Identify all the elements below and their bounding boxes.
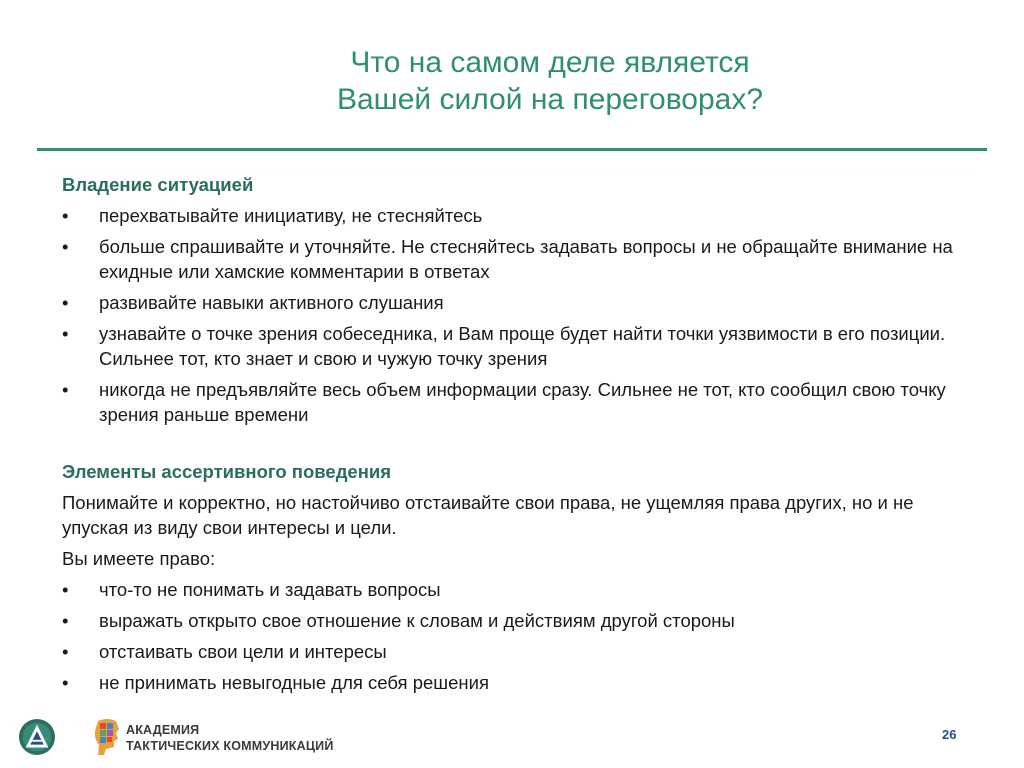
list-item xyxy=(62,290,972,315)
title-line-2: Вашей силой на переговорах? xyxy=(336,83,764,116)
section2-bullet-list xyxy=(62,577,972,695)
list-item-text: узнавайте о точке зрения собеседника, и Вам проще будет найти точки уязвимости в его позиции. Сильнее тот, кто знает и свою и чужую точку зрения xyxy=(99,323,946,369)
bullet-marker: • xyxy=(62,610,69,631)
section2-heading: Элементы ассертивного поведения xyxy=(62,461,392,482)
list-item xyxy=(62,577,972,602)
colorful-head-logo-icon xyxy=(92,717,122,757)
list-item-text: развивайте навыки активного слушания xyxy=(99,292,444,313)
list-item xyxy=(62,670,972,695)
bullet-marker: • xyxy=(62,205,69,226)
bullet-marker: • xyxy=(62,292,69,313)
list-item xyxy=(62,203,972,228)
section2-paragraph-1: Понимайте и корректно, но настойчиво отстаивайте свои права, не ущемляя права других, но и не упуская из виду свои интересы и цели. xyxy=(62,492,914,538)
list-item xyxy=(62,377,972,427)
org-line-2: ТАКТИЧЕСКИХ КОММУНИКАЦИЙ xyxy=(126,739,334,753)
list-item-text: выражать открыто свое отношение к словам и действиям другой стороны xyxy=(99,610,735,631)
bullet-marker: • xyxy=(62,379,69,400)
list-item-text: что-то не понимать и задавать вопросы xyxy=(99,579,441,600)
slide-content xyxy=(62,172,972,701)
title-line-1: Что на самом деле является xyxy=(350,46,750,79)
triangle-a-logo-icon xyxy=(18,718,56,756)
list-item xyxy=(62,608,972,633)
footer-organization xyxy=(126,722,334,754)
section2-paragraph-2: Вы имеете право: xyxy=(62,548,216,569)
bullet-marker: • xyxy=(62,641,69,662)
list-item xyxy=(62,639,972,664)
org-line-1: АКАДЕМИЯ xyxy=(126,723,200,737)
bullet-marker: • xyxy=(62,672,69,693)
slide-title xyxy=(250,44,850,118)
page-number: 26 xyxy=(942,727,957,742)
section-spacer xyxy=(62,433,972,459)
list-item-text: отстаивать свои цели и интересы xyxy=(99,641,387,662)
list-item-text: никогда не предъявляйте весь объем информации сразу. Сильнее не тот, кто сообщил свою точку зрения раньше времени xyxy=(99,379,946,425)
bullet-marker: • xyxy=(62,236,69,257)
title-divider xyxy=(37,148,987,151)
section1-heading: Владение ситуацией xyxy=(62,174,254,195)
list-item-text: перехватывайте инициативу, не стесняйтесь xyxy=(99,205,483,226)
list-item xyxy=(62,234,972,284)
list-item-text: не принимать невыгодные для себя решения xyxy=(99,672,489,693)
bullet-marker: • xyxy=(62,323,69,344)
bullet-marker: • xyxy=(62,579,69,600)
list-item xyxy=(62,321,972,371)
list-item-text: больше спрашивайте и уточняйте. Не стесняйтесь задавать вопросы и не обращайте внимание на ехидные или хамские комментарии в ответах xyxy=(99,236,953,282)
section1-bullet-list xyxy=(62,203,972,427)
